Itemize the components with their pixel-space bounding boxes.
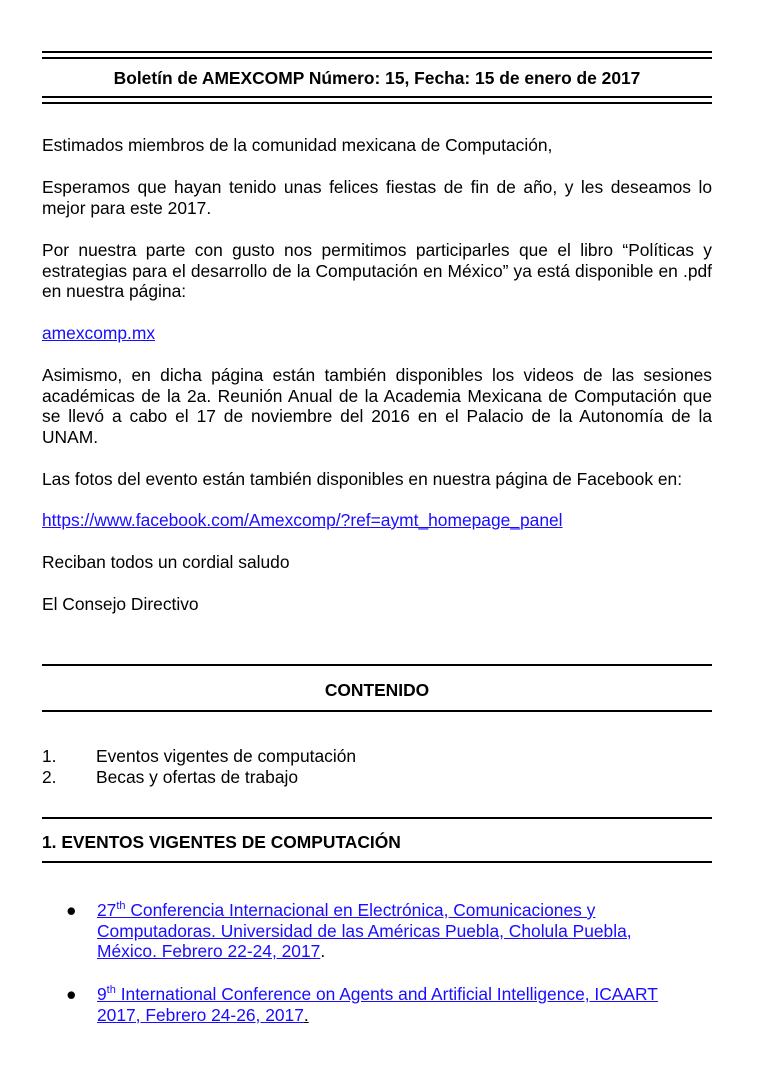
signature: El Consejo Directivo	[42, 594, 199, 614]
ordinal-suffix: th	[116, 900, 126, 913]
greeting: Estimados miembros de la comunidad mexicana de Computación,	[42, 135, 553, 155]
event-item	[66, 984, 686, 1025]
amexcomp-link[interactable]: amexcomp.mx	[42, 323, 156, 343]
rule	[42, 861, 712, 863]
event-link[interactable]	[97, 900, 632, 961]
event-link[interactable]	[97, 984, 658, 1025]
contents-item	[42, 767, 712, 788]
contents-item	[42, 746, 712, 767]
item-number: 2.	[42, 766, 57, 787]
contents-title: CONTENIDO	[324, 680, 430, 700]
ordinal-suffix: th	[106, 984, 116, 997]
bullet-icon: ●	[66, 900, 77, 920]
item-label: Eventos vigentes de computación	[96, 746, 357, 766]
double-rule-bottom	[42, 96, 712, 104]
bullet-icon: ●	[66, 984, 77, 1004]
ordinal: 9	[97, 984, 107, 1004]
paragraph-book: Por nuestra parte con gusto nos permitimos participarles que el libro “Políticas y estrategias para el desarrollo de la Computación en México” ya está disponible en .pdf en nuestra página:	[42, 240, 712, 301]
period: .	[320, 941, 326, 961]
paragraph-wishes: Esperamos que hayan tenido unas felices fiestas de fin de año, y les deseamos lo mejor para este 2017.	[42, 177, 712, 218]
closing: Reciban todos un cordial saludo	[42, 552, 290, 572]
contents-list	[42, 746, 712, 787]
section-title: 1. EVENTOS VIGENTES DE COMPUTACIÓN	[42, 832, 401, 852]
facebook-link[interactable]: https://www.facebook.com/Amexcomp/?ref=aymt_homepage_panel	[42, 510, 563, 530]
event-text: Conferencia Internacional en Electrónica, Comunicaciones y Computadoras. Universidad de las Américas Puebla, Cholula Puebla, México. Febrero 22-24, 2017	[97, 900, 632, 961]
item-label: Becas y ofertas de trabajo	[96, 766, 299, 787]
rule	[42, 664, 712, 666]
rule	[42, 710, 712, 712]
rule	[42, 817, 712, 819]
paragraph-photos: Las fotos del evento están también disponibles en nuestra página de Facebook en:	[42, 469, 683, 489]
paragraph-videos: Asimismo, en dicha página están también disponibles los videos de las sesiones académicas de la 2a. Reunión Anual de la Academia Mexicana de Computación que se llevó a cabo el 17 de noviembre del 2016 en el Palacio de la Autonomía de la UNAM.	[42, 365, 712, 447]
ordinal: 27	[97, 900, 117, 920]
bulletin-title: Boletín de AMEXCOMP Número: 15, Fecha: 15 de enero de 2017	[113, 68, 641, 88]
double-rule-top	[42, 51, 712, 59]
event-item	[66, 900, 686, 962]
event-text: International Conference on Agents and Artificial Intelligence, ICAART 2017, Febrero 24-26, 2017	[97, 984, 658, 1025]
period: .	[303, 1004, 309, 1025]
item-number: 1.	[42, 746, 57, 766]
